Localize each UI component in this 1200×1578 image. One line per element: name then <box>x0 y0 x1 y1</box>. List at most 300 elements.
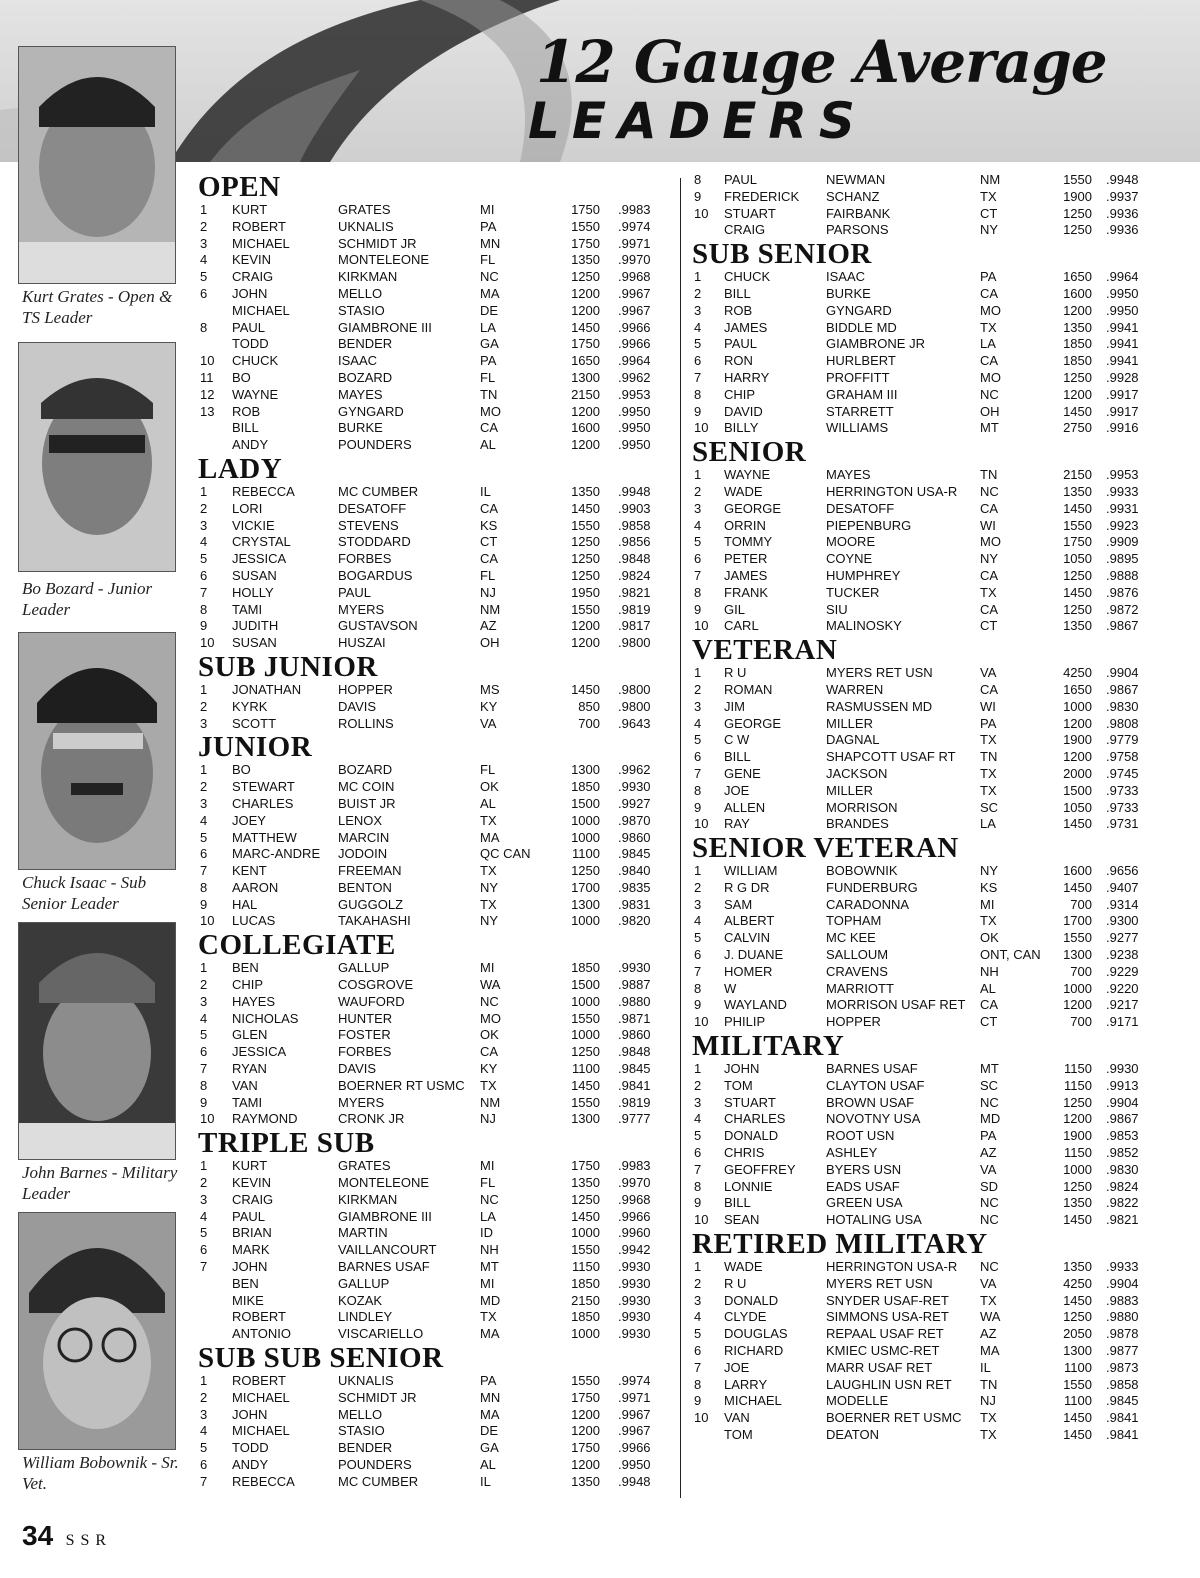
state: MT <box>980 1061 999 1077</box>
average: .9966 <box>618 336 651 352</box>
table-row <box>692 370 1152 387</box>
targets: 1750 <box>571 1158 600 1174</box>
average: .9841 <box>1106 1427 1139 1442</box>
caption-kurt-grates: Kurt Grates - Open & TS Leader <box>22 287 173 327</box>
first-name: LARRY <box>724 1376 768 1392</box>
average: .9314 <box>1106 896 1139 912</box>
rank: 7 <box>694 567 702 583</box>
state: CA <box>480 500 499 516</box>
targets: 1100 <box>572 846 600 862</box>
targets: 1350 <box>1063 1195 1092 1211</box>
targets: 1850 <box>571 960 600 976</box>
rank: 2 <box>694 483 702 499</box>
last-name: STASIO <box>338 302 385 318</box>
first-name: TODD <box>232 336 269 352</box>
rank: 6 <box>200 1044 208 1060</box>
first-name: WADE <box>724 1259 763 1275</box>
rank: 1 <box>694 1259 702 1275</box>
section-senior <box>692 437 1152 635</box>
table-row <box>692 501 1152 518</box>
rank: 3 <box>694 302 702 318</box>
table-row <box>692 1410 1152 1427</box>
first-name: JAMES <box>724 567 768 583</box>
average: .9867 <box>1106 618 1139 634</box>
rank: 5 <box>200 1440 208 1456</box>
first-name: CRAIG <box>232 269 274 285</box>
average: .9831 <box>618 896 651 912</box>
rank: 4 <box>200 252 208 268</box>
average: .9872 <box>1106 601 1139 617</box>
first-name: MATTHEW <box>232 829 297 845</box>
state: TX <box>980 765 997 781</box>
first-name: REBECCA <box>232 1473 295 1489</box>
targets: 1450 <box>1063 500 1092 516</box>
table-row <box>198 1326 668 1343</box>
state: MD <box>980 1111 1001 1127</box>
average: .9937 <box>1106 188 1139 204</box>
last-name: DESATOFF <box>338 500 407 516</box>
rank: 2 <box>200 779 208 795</box>
targets: 1000 <box>571 1225 600 1241</box>
first-name: RAY <box>724 816 750 832</box>
state: TX <box>980 1292 997 1308</box>
average: .9904 <box>1106 1275 1139 1291</box>
last-name: UKNALIS <box>338 1373 394 1389</box>
targets: 1300 <box>571 762 600 778</box>
targets: 1600 <box>571 420 600 436</box>
average: .9950 <box>618 437 651 453</box>
rank: 6 <box>694 749 702 765</box>
first-name: R U <box>724 1275 747 1291</box>
first-name: RICHARD <box>724 1343 784 1359</box>
last-name: PROFFITT <box>826 369 890 385</box>
targets: 1200 <box>571 302 600 318</box>
average: .9800 <box>618 698 651 714</box>
first-name: VICKIE <box>232 517 275 533</box>
first-name: BRIAN <box>232 1225 272 1241</box>
last-name: STARRETT <box>826 403 894 419</box>
rank: 5 <box>694 336 702 352</box>
state: KS <box>980 879 998 895</box>
state: QC CAN <box>480 846 531 862</box>
average: .9830 <box>1106 698 1139 714</box>
average: .9930 <box>618 779 651 795</box>
state: CA <box>980 285 999 301</box>
average: .9777 <box>618 1111 651 1127</box>
rank: 1 <box>694 863 702 879</box>
rank: 8 <box>694 1178 702 1194</box>
rank: 2 <box>200 218 208 234</box>
targets: 1250 <box>1063 601 1092 617</box>
section-heading: MILITARY <box>692 1030 845 1063</box>
table-row <box>692 913 1152 930</box>
rank: 9 <box>694 188 702 204</box>
state: GA <box>480 336 499 352</box>
section-sub-junior <box>198 652 668 732</box>
average: .9220 <box>1106 980 1139 996</box>
table-row <box>692 467 1152 484</box>
average: .9822 <box>1106 1195 1139 1211</box>
last-name: BOGARDUS <box>338 567 413 583</box>
average: .9870 <box>618 812 651 828</box>
table-row <box>692 568 1152 585</box>
last-name: BIDDLE MD <box>826 319 897 335</box>
state: AL <box>480 437 496 453</box>
table-row <box>692 286 1152 303</box>
last-name: MARCIN <box>338 829 390 845</box>
average: .9824 <box>618 567 651 583</box>
targets: 1300 <box>1063 1343 1092 1359</box>
rank: 8 <box>694 172 702 187</box>
rank: 1 <box>200 762 208 778</box>
rank: 8 <box>694 782 702 798</box>
table-row <box>198 1044 668 1061</box>
targets: 1900 <box>1063 188 1092 204</box>
last-name: DAGNAL <box>826 732 880 748</box>
rank: 2 <box>200 500 208 516</box>
last-name: HERRINGTON USA-R <box>826 1259 958 1275</box>
rank: 3 <box>200 517 208 533</box>
average: .9848 <box>618 1044 651 1060</box>
state: CA <box>980 601 999 617</box>
targets: 1650 <box>1063 269 1092 285</box>
last-name: FREEMAN <box>338 863 402 879</box>
table-row <box>692 1128 1152 1145</box>
first-name: JOE <box>724 1359 750 1375</box>
targets: 1000 <box>1063 698 1092 714</box>
first-name: PAUL <box>232 319 265 335</box>
rank: 5 <box>694 1326 702 1342</box>
section-retired-military <box>692 1229 1152 1444</box>
last-name: GUSTAVSON <box>338 618 418 634</box>
state: AL <box>480 795 496 811</box>
state: TX <box>980 584 997 600</box>
table-row <box>198 1259 668 1276</box>
average: .9933 <box>1106 1259 1139 1275</box>
first-name: GEOFFREY <box>724 1161 796 1177</box>
average: .9883 <box>1106 1292 1139 1308</box>
last-name: BARNES USAF <box>826 1061 918 1077</box>
first-name: WAYNE <box>232 386 279 402</box>
table-row <box>198 796 668 813</box>
table-row <box>198 897 668 914</box>
average: .9821 <box>618 584 651 600</box>
last-name: DAVIS <box>338 1061 377 1077</box>
section-lady <box>198 454 668 652</box>
last-name: HOPPER <box>338 681 393 697</box>
section-heading: SENIOR VETERAN <box>692 832 959 865</box>
table-row <box>198 1423 668 1440</box>
section-sub-senior <box>692 239 1152 437</box>
rank: 8 <box>694 1376 702 1392</box>
targets: 1900 <box>1063 732 1092 748</box>
last-name: MARRIOTT <box>826 980 894 996</box>
rank: 4 <box>694 1309 702 1325</box>
last-name: MILLER <box>826 782 873 798</box>
state: NY <box>480 879 499 895</box>
average: .9933 <box>1106 483 1139 499</box>
targets: 1250 <box>1063 205 1092 221</box>
state: PA <box>480 353 497 369</box>
rank: 10 <box>694 1410 709 1426</box>
average: .9887 <box>618 977 651 993</box>
targets: 1250 <box>571 269 600 285</box>
targets: 1550 <box>1063 172 1092 187</box>
table-row <box>198 602 668 619</box>
last-name: POUNDERS <box>338 1457 412 1472</box>
table-row <box>692 897 1152 914</box>
average: .9845 <box>618 1061 651 1077</box>
last-name: HUSZAI <box>338 635 386 651</box>
first-name: JESSICA <box>232 1044 287 1060</box>
targets: 1200 <box>571 1406 600 1422</box>
state: TX <box>480 1077 497 1093</box>
targets: 1550 <box>1063 930 1092 946</box>
average: .9840 <box>618 863 651 879</box>
table-row <box>692 585 1152 602</box>
targets: 1150 <box>572 1259 600 1275</box>
first-name: HAYES <box>232 993 276 1009</box>
targets: 1450 <box>1063 816 1092 832</box>
last-name: STODDARD <box>338 534 411 550</box>
average: .9852 <box>1106 1145 1139 1161</box>
table-row <box>692 1276 1152 1293</box>
last-name: FORBES <box>338 1044 392 1060</box>
targets: 1200 <box>1063 386 1092 402</box>
average: .9835 <box>618 879 651 895</box>
first-name: C W <box>724 732 750 748</box>
first-name: GLEN <box>232 1027 268 1043</box>
page-number: 34 <box>22 1520 54 1551</box>
rank: 5 <box>200 1225 208 1241</box>
table-row <box>198 1095 668 1112</box>
targets: 1000 <box>571 913 600 929</box>
rank: 5 <box>694 732 702 748</box>
state: MA <box>480 1406 500 1422</box>
average: .9967 <box>618 285 651 301</box>
state: MO <box>980 302 1001 318</box>
table-row <box>198 336 668 353</box>
average: .9407 <box>1106 879 1139 895</box>
average: .9950 <box>618 403 651 419</box>
rank: 3 <box>200 993 208 1009</box>
targets: 1550 <box>571 1242 600 1258</box>
table-row <box>198 960 668 977</box>
table-row <box>692 930 1152 947</box>
average: .9964 <box>1106 269 1139 285</box>
state: MO <box>980 534 1001 550</box>
last-name: HURLBERT <box>826 353 896 369</box>
state: MN <box>480 1389 501 1405</box>
first-name: TAMI <box>232 1094 263 1110</box>
rank: 5 <box>200 829 208 845</box>
last-name: GUGGOLZ <box>338 896 404 912</box>
state: TN <box>980 749 998 765</box>
last-name: PAUL <box>338 584 371 600</box>
state: AZ <box>480 618 497 634</box>
state: WA <box>980 1309 1001 1325</box>
table-row <box>198 437 668 454</box>
table-row <box>198 1309 668 1326</box>
state: NC <box>480 269 499 285</box>
table-row <box>198 202 668 219</box>
rank: 5 <box>694 1128 702 1144</box>
state: ONT, CAN <box>980 947 1041 963</box>
state: NC <box>980 1259 999 1275</box>
average: .9876 <box>1106 584 1139 600</box>
targets: 1150 <box>1064 1061 1092 1077</box>
state: TX <box>980 913 997 929</box>
first-name: ROB <box>232 403 261 419</box>
table-row <box>692 172 1152 189</box>
first-name: PAUL <box>232 1208 265 1224</box>
rank: 10 <box>694 1014 709 1030</box>
average: .9779 <box>1106 732 1139 748</box>
table-row <box>198 1457 668 1474</box>
targets: 1200 <box>1063 997 1092 1013</box>
rank: 4 <box>200 1208 208 1224</box>
first-name: ALBERT <box>724 913 775 929</box>
first-name: STUART <box>724 205 776 221</box>
first-name: ALLEN <box>724 799 766 815</box>
state: CA <box>980 500 999 516</box>
average: .9858 <box>618 517 651 533</box>
state: NM <box>480 601 501 617</box>
table-row <box>198 618 668 635</box>
section-junior <box>198 732 668 930</box>
first-name: ROMAN <box>724 681 773 697</box>
state: NC <box>980 1195 999 1211</box>
last-name: COYNE <box>826 551 873 567</box>
table-row <box>198 1440 668 1457</box>
average: .9948 <box>1106 172 1139 187</box>
state: NC <box>980 1212 999 1228</box>
state: AL <box>980 980 996 996</box>
state: IL <box>480 1473 491 1489</box>
first-name: WADE <box>724 483 763 499</box>
average: .9916 <box>1106 420 1139 436</box>
table-row <box>198 1011 668 1028</box>
last-name: PIEPENBURG <box>826 517 912 533</box>
table-row <box>198 1027 668 1044</box>
average: .9845 <box>1106 1393 1139 1409</box>
last-name: TUCKER <box>826 584 880 600</box>
rank: 4 <box>694 517 702 533</box>
last-name: KIRKMAN <box>338 269 398 285</box>
state: PA <box>480 1373 497 1389</box>
rank: 2 <box>200 1389 208 1405</box>
table-row <box>692 1162 1152 1179</box>
rank: 2 <box>694 1275 702 1291</box>
last-name: MC CUMBER <box>338 483 419 499</box>
last-name: BURKE <box>826 285 871 301</box>
section-veteran <box>692 635 1152 833</box>
state: TX <box>980 1410 997 1426</box>
targets: 1300 <box>1063 947 1092 963</box>
last-name: FOSTER <box>338 1027 391 1043</box>
first-name: KEVIN <box>232 1175 272 1191</box>
caption-chuck-isaac: Chuck Isaac - Sub Senior Leader <box>22 873 147 913</box>
table-row <box>692 1360 1152 1377</box>
first-name: BO <box>232 369 251 385</box>
targets: 1450 <box>571 681 600 697</box>
rank: 8 <box>200 879 208 895</box>
average: .9936 <box>1106 222 1139 238</box>
targets: 1450 <box>1063 584 1092 600</box>
last-name: MORRISON <box>826 799 898 815</box>
targets: 850 <box>578 698 600 714</box>
last-name: NOVOTNY USA <box>826 1111 921 1127</box>
targets: 1250 <box>1063 1178 1092 1194</box>
last-name: MYERS <box>338 1094 385 1110</box>
table-row <box>692 303 1152 320</box>
average: .9856 <box>618 534 651 550</box>
average: .9971 <box>618 1389 651 1405</box>
average: .9942 <box>618 1242 651 1258</box>
average: .9821 <box>1106 1212 1139 1228</box>
last-name: SCHMIDT JR <box>338 235 417 251</box>
average: .9909 <box>1106 534 1139 550</box>
average: .9888 <box>1106 567 1139 583</box>
targets: 1000 <box>571 812 600 828</box>
table-row <box>198 994 668 1011</box>
rank: 4 <box>200 1423 208 1439</box>
targets: 1150 <box>1064 1077 1092 1093</box>
first-name: VAN <box>724 1410 750 1426</box>
first-name: WAYLAND <box>724 997 787 1013</box>
last-name: VAILLANCOURT <box>338 1242 437 1258</box>
rank: 7 <box>694 765 702 781</box>
first-name: GENE <box>724 765 761 781</box>
last-name: DEATON <box>826 1427 879 1442</box>
last-name: STASIO <box>338 1423 385 1439</box>
average: .9913 <box>1106 1077 1139 1093</box>
state: FL <box>480 567 496 583</box>
targets: 1600 <box>1063 285 1092 301</box>
targets: 1200 <box>1063 749 1092 765</box>
targets: 1750 <box>1063 534 1092 550</box>
targets: 1250 <box>1063 1309 1092 1325</box>
last-name: CLAYTON USAF <box>826 1077 925 1093</box>
first-name: DONALD <box>724 1128 779 1144</box>
first-name: MICHAEL <box>232 302 290 318</box>
first-name: MARC-ANDRE <box>232 846 321 862</box>
rank: 2 <box>694 879 702 895</box>
last-name: LAUGHLIN USN RET <box>826 1376 952 1392</box>
targets: 1250 <box>1063 369 1092 385</box>
last-name: UKNALIS <box>338 218 394 234</box>
section-heading: SENIOR <box>692 436 807 469</box>
targets: 2000 <box>1063 765 1092 781</box>
last-name: MARR USAF RET <box>826 1359 933 1375</box>
last-name: VISCARIELLO <box>338 1326 424 1342</box>
first-name: RAYMOND <box>232 1111 298 1127</box>
average: .9800 <box>618 635 651 651</box>
state: TX <box>480 1309 497 1325</box>
rank: 3 <box>200 1191 208 1207</box>
first-name: MICHAEL <box>232 1423 290 1439</box>
state: NY <box>980 551 999 567</box>
average: .9930 <box>618 960 651 976</box>
targets: 1450 <box>571 500 600 516</box>
table-row <box>692 1145 1152 1162</box>
rank: 4 <box>694 319 702 335</box>
targets: 1000 <box>571 1027 600 1043</box>
state: CA <box>480 551 499 567</box>
average: .9731 <box>1106 816 1139 832</box>
state: NC <box>980 386 999 402</box>
state: NJ <box>980 1393 996 1409</box>
